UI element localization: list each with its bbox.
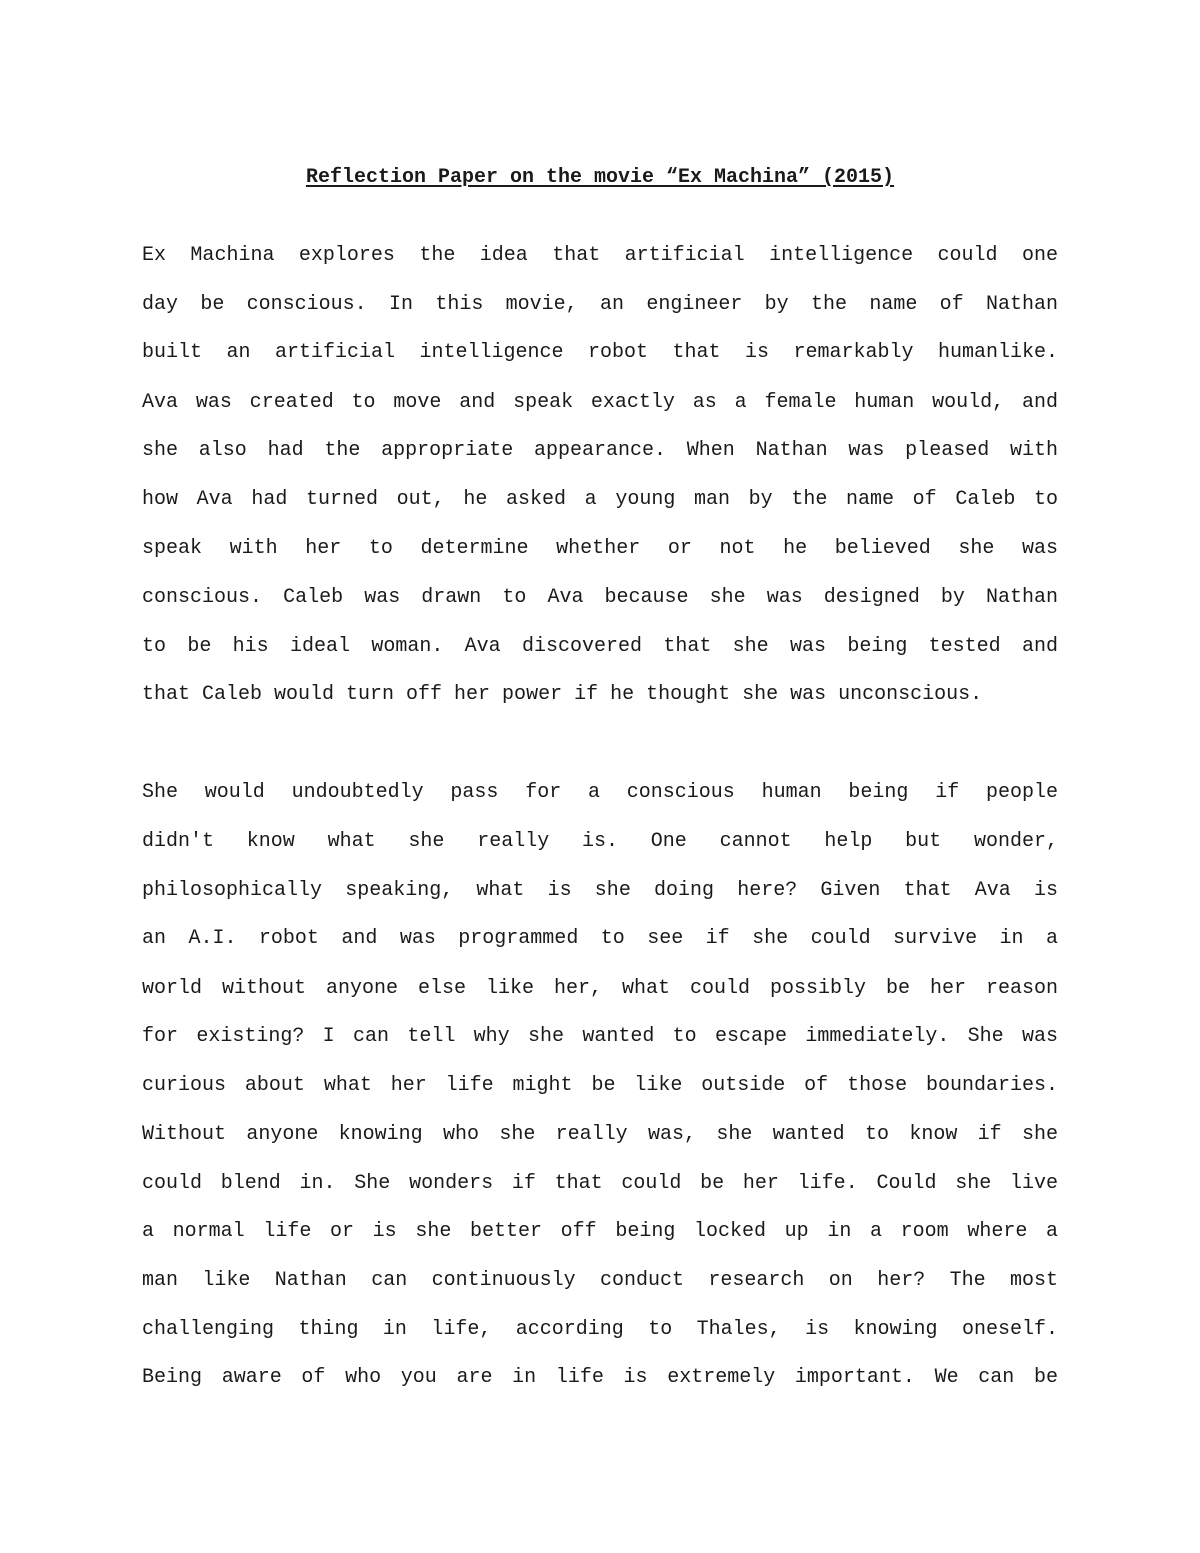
paragraph-line: curious about what her life might be like outside of those boundaries.: [142, 1074, 1058, 1097]
paragraph-line: how Ava had turned out, he asked a young man by the name of Caleb to: [142, 488, 1058, 511]
paragraph-line: She would undoubtedly pass for a conscious human being if people: [142, 781, 1058, 804]
paragraph-line: Ava was created to move and speak exactly as a female human would, and: [142, 391, 1058, 414]
paragraph-line: an A.I. robot and was programmed to see if she could survive in a: [142, 927, 1058, 950]
paragraph-line: Without anyone knowing who she really was, she wanted to know if she: [142, 1123, 1058, 1146]
paragraph-line: to be his ideal woman. Ava discovered that she was being tested and: [142, 635, 1058, 658]
paragraph-line: she also had the appropriate appearance. When Nathan was pleased with: [142, 439, 1058, 462]
paragraph-line: conscious. Caleb was drawn to Ava because she was designed by Nathan: [142, 586, 1058, 609]
paragraph-line: speak with her to determine whether or not he believed she was: [142, 537, 1058, 560]
paragraph-line: challenging thing in life, according to Thales, is knowing oneself.: [142, 1318, 1058, 1341]
paragraph-line: Being aware of who you are in life is extremely important. We can be: [142, 1366, 1058, 1389]
paragraph-line: could blend in. She wonders if that could be her life. Could she live: [142, 1172, 1058, 1195]
paragraph-line: Ex Machina explores the idea that artificial intelligence could one: [142, 244, 1058, 267]
paragraph-line: for existing? I can tell why she wanted to escape immediately. She was: [142, 1025, 1058, 1048]
paragraph-line: day be conscious. In this movie, an engineer by the name of Nathan: [142, 293, 1058, 316]
paragraph-line: man like Nathan can continuously conduct research on her? The most: [142, 1269, 1058, 1292]
paragraph-line: didn't know what she really is. One cannot help but wonder,: [142, 830, 1058, 853]
document-title: Reflection Paper on the movie “Ex Machina” (2015): [305, 166, 895, 189]
paragraph-line: built an artificial intelligence robot that is remarkably humanlike.: [142, 341, 1058, 364]
paragraph-line: a normal life or is she better off being locked up in a room where a: [142, 1220, 1058, 1243]
paragraph-line: that Caleb would turn off her power if he thought she was unconscious.: [142, 683, 983, 706]
paragraph-line: world without anyone else like her, what could possibly be her reason: [142, 977, 1058, 1000]
paragraph-line: philosophically speaking, what is she doing here? Given that Ava is: [142, 879, 1058, 902]
